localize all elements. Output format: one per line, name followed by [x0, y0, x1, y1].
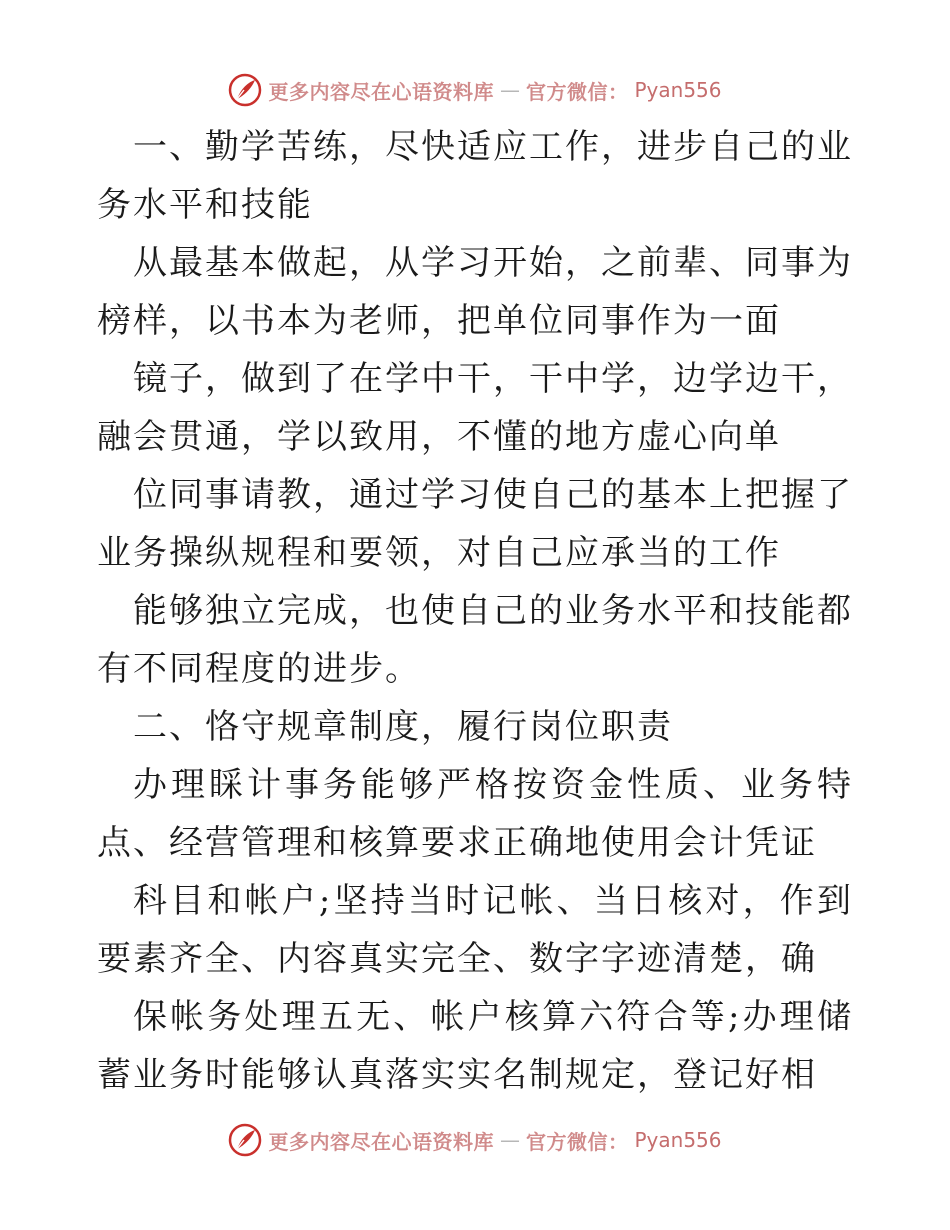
paragraph-7: 办理睬计事务能够严格按资金性质、业务特点、经营管理和核算要求正确地使用会计凭证	[97, 765, 853, 863]
watermark-site-text: 更多内容尽在心语资料库	[268, 1129, 494, 1154]
watermark-wechat-label: 官方微信：	[525, 79, 629, 104]
paragraph-2: 从最基本做起，从学习开始，之前辈、同事为榜样，以书本为老师，把单位同事作为一面	[97, 243, 853, 341]
watermark-wechat-id: Pyan556	[634, 1128, 722, 1152]
paragraph-4: 位同事请教，通过学习使自己的基本上把握了业务操纵规程和要领，对自己应承当的工作	[97, 475, 853, 573]
watermark-header	[0, 70, 950, 110]
paragraph-8: 科目和帐户;坚持当时记帐、当日核对，作到要素齐全、内容真实完全、数字字迹清楚，确	[97, 881, 853, 979]
paragraph-6: 二、恪守规章制度，履行岗位职责	[133, 707, 673, 747]
paragraph-3: 镜子，做到了在学中干，干中学，边学边干，融会贯通，学以致用，不懂的地方虚心向单	[97, 359, 853, 457]
document-body	[97, 118, 853, 1108]
quill-feather-icon	[228, 73, 262, 107]
watermark-wechat-label: 官方微信：	[525, 1129, 629, 1154]
watermark-separator: —	[499, 78, 520, 102]
paragraph-9: 保帐务处理五无、帐户核算六符合等;办理储蓄业务时能够认真落实实名制规定，登记好相	[97, 997, 853, 1095]
paragraph-1: 一、勤学苦练，尽快适应工作，进步自己的业务水平和技能	[97, 127, 853, 225]
quill-feather-icon	[228, 1123, 262, 1157]
watermark-separator: —	[499, 1128, 520, 1152]
watermark-site-text: 更多内容尽在心语资料库	[268, 79, 494, 104]
watermark-wechat-id: Pyan556	[634, 78, 722, 102]
paragraph-5: 能够独立完成，也使自己的业务水平和技能都有不同程度的进步。	[97, 591, 853, 689]
watermark-footer	[0, 1120, 950, 1160]
